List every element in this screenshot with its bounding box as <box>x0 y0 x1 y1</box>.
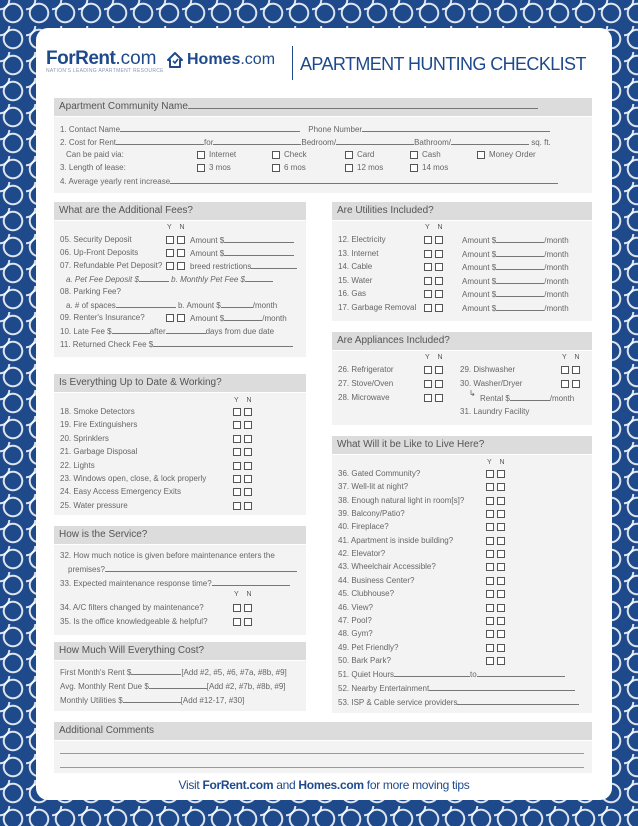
bedroom-line[interactable] <box>336 137 414 145</box>
community-body <box>54 117 592 193</box>
security-amount-line[interactable] <box>224 235 294 243</box>
lease-12-label: 12 mos <box>357 163 384 172</box>
rental-month-label: /month <box>549 394 575 403</box>
microwave-label: 28. Microwave <box>338 393 390 402</box>
living-item-label: 46. View? <box>338 602 373 612</box>
check-label: Check <box>284 150 307 159</box>
living-item-label: 38. Enough natural light in room[s]? <box>338 495 465 505</box>
homes-logo-word: Homes <box>187 51 241 68</box>
sqft-label: sq. ft. <box>531 138 551 147</box>
utilities-header: Are Utilities Included? <box>332 202 592 220</box>
uptodate-item-n[interactable] <box>244 448 252 456</box>
stove-n[interactable] <box>435 380 443 388</box>
utility-item-label: 15. Water <box>338 275 373 285</box>
utility-month-label: /month <box>544 263 569 273</box>
for-line[interactable] <box>213 137 301 145</box>
living-item-label: 41. Apartment is inside building? <box>338 535 454 545</box>
living-item-label: 48. Gym? <box>338 629 373 639</box>
lease-3-label: 3 mos <box>209 163 231 172</box>
living-item-label: 42. Elevator? <box>338 549 386 559</box>
bathroom-label: Bathroom/ <box>414 138 451 147</box>
living-item-label: 40. Fireplace? <box>338 522 389 532</box>
utility-item-n[interactable] <box>435 277 443 285</box>
living-item-label: 37. Well-lit at night? <box>338 482 409 492</box>
contact-name-label: 1. Contact Name <box>60 125 121 134</box>
utility-amount-row <box>462 303 569 314</box>
lease-12-checkbox[interactable] <box>345 164 353 172</box>
living-item-label: 47. Pool? <box>338 615 372 625</box>
forrent-logo-dotcom: .com <box>115 48 157 69</box>
upfront-deposits-label: 06. Up-Front Deposits <box>60 248 139 257</box>
utility-amount-line[interactable] <box>496 303 544 311</box>
cost-row <box>60 137 551 148</box>
security-deposit-n[interactable] <box>177 236 185 244</box>
living-item-n[interactable] <box>497 523 505 531</box>
utility-amount-label: Amount $ <box>462 236 497 245</box>
utility-month-label: /month <box>544 290 569 300</box>
living-item-n[interactable] <box>497 617 505 625</box>
contact-name-line[interactable] <box>120 124 300 132</box>
isp-label: 53. ISP & Cable service providers <box>338 698 458 707</box>
avg-monthly-note: [Add #2, #7b, #8b, #9] <box>206 682 286 691</box>
living-item-n[interactable] <box>497 577 505 585</box>
contact-row <box>60 124 550 135</box>
utility-item-y[interactable] <box>424 236 432 244</box>
footer-visit: Visit <box>178 778 200 792</box>
utilities-body <box>332 221 592 321</box>
living-item-label: 49. Pet Friendly? <box>338 642 399 652</box>
uptodate-item-label: 18. Smoke Detectors <box>60 407 135 416</box>
living-item-n[interactable] <box>497 550 505 558</box>
utility-amount-line[interactable] <box>496 276 544 284</box>
living-item-y[interactable] <box>486 470 494 478</box>
utility-item-label: 12. Electricity <box>338 235 386 244</box>
stove-label: 27. Stove/Oven <box>338 379 394 388</box>
footer <box>36 778 612 792</box>
living-item-y[interactable] <box>486 657 494 665</box>
office-helpful-n[interactable] <box>244 618 252 626</box>
comments-body <box>54 741 592 773</box>
uptodate-item-y[interactable] <box>233 475 241 483</box>
living-item-y[interactable] <box>486 497 494 505</box>
living-item-n[interactable] <box>497 497 505 505</box>
uptodate-item-y[interactable] <box>233 448 241 456</box>
uptodate-item-y[interactable] <box>233 435 241 443</box>
ac-filters-n[interactable] <box>244 604 252 612</box>
monthly-utilities-line[interactable] <box>123 695 181 703</box>
insurance-amount-line[interactable] <box>224 313 262 321</box>
microwave-n[interactable] <box>435 394 443 402</box>
dishwasher-n[interactable] <box>572 366 580 374</box>
upfront-amount-label: Amount $ <box>190 249 225 258</box>
utility-item-y[interactable] <box>424 290 432 298</box>
uptodate-item-label: 19. Fire Extinguishers <box>60 420 138 430</box>
quiet-hours-label: 51. Quiet Hours <box>338 670 395 679</box>
late-fee-label: 10. Late Fee $ <box>60 327 112 336</box>
utility-amount-line[interactable] <box>496 249 544 257</box>
avg-monthly-label: Avg. Monthly Rent Due $ <box>60 682 149 691</box>
monthly-pet-fee-label: b. Monthly Pet Fee $ <box>171 275 245 284</box>
living-item-y[interactable] <box>486 550 494 558</box>
living-item-label: 44. Business Center? <box>338 575 415 585</box>
living-item-y[interactable] <box>486 590 494 598</box>
appliances-body <box>332 351 592 425</box>
living-item-y[interactable] <box>486 537 494 545</box>
dishwasher-label: 29. Dishwasher <box>460 365 516 374</box>
rental-line[interactable] <box>510 393 550 401</box>
money-order-label: Money Order <box>489 150 536 159</box>
rental-label: Rental $ <box>480 394 510 403</box>
utility-month-label: /month <box>544 276 569 286</box>
utility-amount-label: Amount $ <box>462 263 497 273</box>
service-yn-label: Y N <box>234 591 255 598</box>
monthly-utilities-label: Monthly Utilities $ <box>60 696 123 705</box>
cash-checkbox[interactable] <box>410 151 418 159</box>
checklist-page <box>36 28 612 800</box>
forrent-logo-tag: NATION'S LEADING APARTMENT RESOURCE <box>46 68 164 74</box>
appliances-right-yn-label: Y N <box>562 354 583 361</box>
uptodate-yn-label: Y N <box>234 397 255 404</box>
utility-month-label: /month <box>544 236 569 245</box>
lease-3-checkbox[interactable] <box>197 164 205 172</box>
living-item-n[interactable] <box>497 537 505 545</box>
living-item-y[interactable] <box>486 630 494 638</box>
fees-body <box>54 221 306 357</box>
monthly-pet-fee-line[interactable] <box>245 274 273 282</box>
refrigerator-n[interactable] <box>435 366 443 374</box>
living-header: What Will it be Like to Live Here? <box>332 436 592 454</box>
living-item-label: 36. Gated Community? <box>338 469 421 478</box>
utility-item-label: 13. Internet <box>338 248 379 258</box>
after-line[interactable] <box>166 326 206 334</box>
utility-item-label: 16. Gas <box>338 289 367 299</box>
card-label: Card <box>357 150 375 159</box>
internet-label: Internet <box>209 150 237 159</box>
lease-length-label: 3. Length of lease: <box>60 163 126 172</box>
utility-amount-row <box>462 276 569 287</box>
living-item-y[interactable] <box>486 510 494 518</box>
living-item-y[interactable] <box>486 604 494 612</box>
living-item-n[interactable] <box>497 604 505 612</box>
utility-item-label: 17. Garbage Removal <box>338 303 417 312</box>
fees-header: What are the Additional Fees? <box>54 202 306 220</box>
rent-increase-label: 4. Average yearly rent increase <box>60 177 171 186</box>
phone-number-line[interactable] <box>362 124 550 132</box>
living-yn-label: Y N <box>487 459 508 466</box>
uptodate-item-label: 22. Lights <box>60 460 95 470</box>
response-time-label: 33. Expected maintenance response time? <box>60 579 212 588</box>
uptodate-item-y[interactable] <box>233 488 241 496</box>
cost-body <box>54 661 306 711</box>
phone-number-label: Phone Number <box>308 125 363 134</box>
upfront-deposits-n[interactable] <box>177 249 185 257</box>
utility-item-y[interactable] <box>424 277 432 285</box>
lease-14-checkbox[interactable] <box>410 164 418 172</box>
house-icon <box>166 51 184 69</box>
utility-amount-line[interactable] <box>496 262 544 270</box>
utilities-yn-label: Y N <box>425 224 446 231</box>
living-item-y[interactable] <box>486 644 494 652</box>
living-item-y[interactable] <box>486 577 494 585</box>
returned-check-label: 11. Returned Check Fee $ <box>60 340 154 349</box>
forrent-logo-word: ForRent <box>46 48 116 69</box>
maintenance-notice-label: 32. How much notice is given before maintenance enters the <box>60 551 275 560</box>
washer-dryer-y[interactable] <box>561 380 569 388</box>
bathroom-line[interactable] <box>451 137 529 145</box>
living-item-n[interactable] <box>497 470 505 478</box>
breed-restrictions-label: breed restrictions <box>190 262 252 271</box>
living-item-n[interactable] <box>497 657 505 665</box>
utility-item-n[interactable] <box>435 263 443 271</box>
uptodate-item-n[interactable] <box>244 502 252 510</box>
appliances-left-yn-label: Y N <box>425 354 446 361</box>
utility-amount-line[interactable] <box>496 235 544 243</box>
pet-fee-deposit-line[interactable] <box>139 274 169 282</box>
premises-label: premises? <box>68 565 105 574</box>
isp-line[interactable] <box>457 697 579 705</box>
refrigerator-y[interactable] <box>424 366 432 374</box>
parking-amount-line[interactable] <box>221 300 253 308</box>
uptodate-item-y[interactable] <box>233 408 241 416</box>
uptodate-item-n[interactable] <box>244 488 252 496</box>
utility-item-y[interactable] <box>424 304 432 312</box>
response-time-line[interactable] <box>212 578 290 586</box>
pet-deposit-n[interactable] <box>177 262 185 270</box>
laundry-label: 31. Laundry Facility <box>460 407 530 416</box>
card-checkbox[interactable] <box>345 151 353 159</box>
ac-filters-y[interactable] <box>233 604 241 612</box>
utility-amount-label: Amount $ <box>462 304 497 313</box>
lease-6-label: 6 mos <box>284 163 306 172</box>
living-item-y[interactable] <box>486 523 494 531</box>
utility-item-n[interactable] <box>435 250 443 258</box>
renters-insurance-y[interactable] <box>166 314 174 322</box>
uptodate-item-label: 21. Garbage Disposal <box>60 447 138 457</box>
uptodate-item-y[interactable] <box>233 502 241 510</box>
stove-y[interactable] <box>424 380 432 388</box>
uptodate-header: Is Everything Up to Date & Working? <box>54 374 306 392</box>
living-item-label: 43. Wheelchair Accessible? <box>338 562 436 572</box>
utility-item-n[interactable] <box>435 236 443 244</box>
office-helpful-y[interactable] <box>233 618 241 626</box>
appliances-header: Are Appliances Included? <box>332 332 592 350</box>
cash-label: Cash <box>422 150 441 159</box>
utility-amount-row <box>462 235 569 246</box>
spaces-line[interactable] <box>116 300 176 308</box>
security-deposit-label: 05. Security Deposit <box>60 235 132 244</box>
utility-item-y[interactable] <box>424 263 432 271</box>
uptodate-item-n[interactable] <box>244 475 252 483</box>
renters-insurance-n[interactable] <box>177 314 185 322</box>
header-divider <box>292 46 293 80</box>
footer-tail: for more moving tips <box>366 778 470 792</box>
uptodate-item-n[interactable] <box>244 435 252 443</box>
uptodate-item-label: 24. Easy Access Emergency Exits <box>60 487 181 497</box>
living-item-n[interactable] <box>497 630 505 638</box>
utility-item-n[interactable] <box>435 290 443 298</box>
living-item-label: 45. Clubhouse? <box>338 589 395 599</box>
uptodate-item-n[interactable] <box>244 421 252 429</box>
utility-amount-row <box>462 289 569 300</box>
entertainment-line[interactable] <box>429 683 575 691</box>
uptodate-item-label: 25. Water pressure <box>60 500 128 510</box>
ac-filters-label: 34. A/C filters changed by maintenance? <box>60 603 204 612</box>
living-item-y[interactable] <box>486 483 494 491</box>
security-amount-label: Amount $ <box>190 236 225 245</box>
uptodate-item-y[interactable] <box>233 421 241 429</box>
community-name-label: Apartment Community Name <box>59 101 188 112</box>
utility-amount-row <box>462 249 569 260</box>
utility-amount-row <box>462 262 569 273</box>
renters-insurance-label: 09. Renter's Insurance? <box>60 313 145 322</box>
utility-month-label: /month <box>544 249 569 259</box>
cost-header: How Much Will Everything Cost? <box>54 642 306 660</box>
first-month-note: [Add #2, #5, #6, #7a, #8b, #9] <box>181 668 287 677</box>
living-item-y[interactable] <box>486 617 494 625</box>
service-body <box>54 545 306 635</box>
fees-yn-label: Y N <box>167 224 188 231</box>
microwave-y[interactable] <box>424 394 432 402</box>
upfront-amount-line[interactable] <box>224 248 294 256</box>
utility-amount-label: Amount $ <box>462 276 497 286</box>
living-item-n[interactable] <box>497 644 505 652</box>
utility-amount-label: Amount $ <box>462 249 497 259</box>
lease-6-checkbox[interactable] <box>272 164 280 172</box>
comments-header: Additional Comments <box>54 722 592 740</box>
cost-for-rent-label: 2. Cost for Rent <box>60 138 117 147</box>
rent-increase-row <box>60 176 558 187</box>
utility-amount-line[interactable] <box>496 289 544 297</box>
living-item-y[interactable] <box>486 563 494 571</box>
footer-forrent-link[interactable]: ForRent.com <box>202 778 274 792</box>
living-item-label: 50. Bark Park? <box>338 655 391 665</box>
header <box>46 44 602 84</box>
comments-line-2[interactable] <box>60 767 584 768</box>
page-title: APARTMENT HUNTING CHECKLIST <box>300 54 586 74</box>
for-label: for <box>204 138 214 147</box>
pet-deposit-label: 07. Refundable Pet Deposit? <box>60 261 163 270</box>
late-fee-line[interactable] <box>112 326 150 334</box>
washer-dryer-label: 30. Washer/Dryer <box>460 379 523 388</box>
bedroom-label: Bedroom/ <box>301 138 337 147</box>
monthly-utilities-note: [Add #12-17, #30] <box>180 696 245 705</box>
insurance-amount-label: Amount $ <box>190 314 225 323</box>
utility-amount-label: Amount $ <box>462 290 497 300</box>
uptodate-item-label: 23. Windows open, close, & lock properly <box>60 474 207 483</box>
living-item-n[interactable] <box>497 590 505 598</box>
utility-item-label: 14. Cable <box>338 262 373 272</box>
uptodate-item-label: 20. Sprinklers <box>60 433 109 443</box>
forrent-logo <box>46 48 164 74</box>
pet-deposit-y[interactable] <box>166 262 174 270</box>
utility-item-n[interactable] <box>435 304 443 312</box>
check-checkbox[interactable] <box>272 151 280 159</box>
uptodate-body <box>54 393 306 515</box>
premises-line[interactable] <box>105 564 297 572</box>
footer-homes-link[interactable]: Homes.com <box>298 778 364 792</box>
insurance-month-label: /month <box>262 314 287 323</box>
spaces-label: a. # of spaces <box>66 301 116 310</box>
cost-line[interactable] <box>116 137 204 145</box>
refrigerator-label: 26. Refrigerator <box>338 365 394 374</box>
internet-checkbox[interactable] <box>197 151 205 159</box>
community-name-header <box>54 98 592 116</box>
utility-item-y[interactable] <box>424 250 432 258</box>
living-item-n[interactable] <box>497 483 505 491</box>
washer-dryer-n[interactable] <box>572 380 580 388</box>
security-deposit-y[interactable] <box>166 236 174 244</box>
living-item-label: 39. Balcony/Patio? <box>338 509 405 519</box>
living-body <box>332 455 592 713</box>
pet-fee-deposit-label: a. Pet Fee Deposit $ <box>66 275 139 284</box>
parking-month-label: /month <box>252 301 278 310</box>
parking-fee-label: 08. Parking Fee? <box>60 287 121 296</box>
dishwasher-y[interactable] <box>561 366 569 374</box>
comments-line-1[interactable] <box>60 753 584 754</box>
rental-arrow-icon: ↳ <box>469 389 476 398</box>
entertainment-label: 52. Nearby Entertainment <box>338 684 430 693</box>
quiet-hours-end-line[interactable] <box>477 669 565 677</box>
first-month-line[interactable] <box>131 667 181 675</box>
money-order-checkbox[interactable] <box>477 151 485 159</box>
utility-month-label: /month <box>544 304 569 313</box>
service-header: How is the Service? <box>54 526 306 544</box>
quiet-to-label: to <box>470 670 477 679</box>
homes-logo <box>166 51 275 69</box>
paid-via-label: Can be paid via: <box>66 150 124 159</box>
living-item-n[interactable] <box>497 510 505 518</box>
after-label: after <box>149 327 166 336</box>
uptodate-item-n[interactable] <box>244 462 252 470</box>
days-label: days from due date <box>205 327 275 336</box>
upfront-deposits-y[interactable] <box>166 249 174 257</box>
lease-14-label: 14 mos <box>422 163 449 172</box>
uptodate-item-y[interactable] <box>233 462 241 470</box>
quiet-hours-start-line[interactable] <box>394 669 470 677</box>
breed-restrictions-line[interactable] <box>251 261 297 269</box>
avg-monthly-line[interactable] <box>149 681 207 689</box>
living-item-n[interactable] <box>497 563 505 571</box>
homes-logo-dotcom: .com <box>240 51 276 68</box>
footer-and: and <box>276 778 296 792</box>
rent-increase-line[interactable] <box>170 176 558 184</box>
community-name-line[interactable] <box>188 101 538 109</box>
office-helpful-label: 35. Is the office knowledgeable & helpful? <box>60 617 208 626</box>
parking-amount-label: b. Amount $ <box>178 301 221 310</box>
uptodate-item-n[interactable] <box>244 408 252 416</box>
returned-check-line[interactable] <box>153 339 293 347</box>
first-month-label: First Month's Rent $ <box>60 668 132 677</box>
